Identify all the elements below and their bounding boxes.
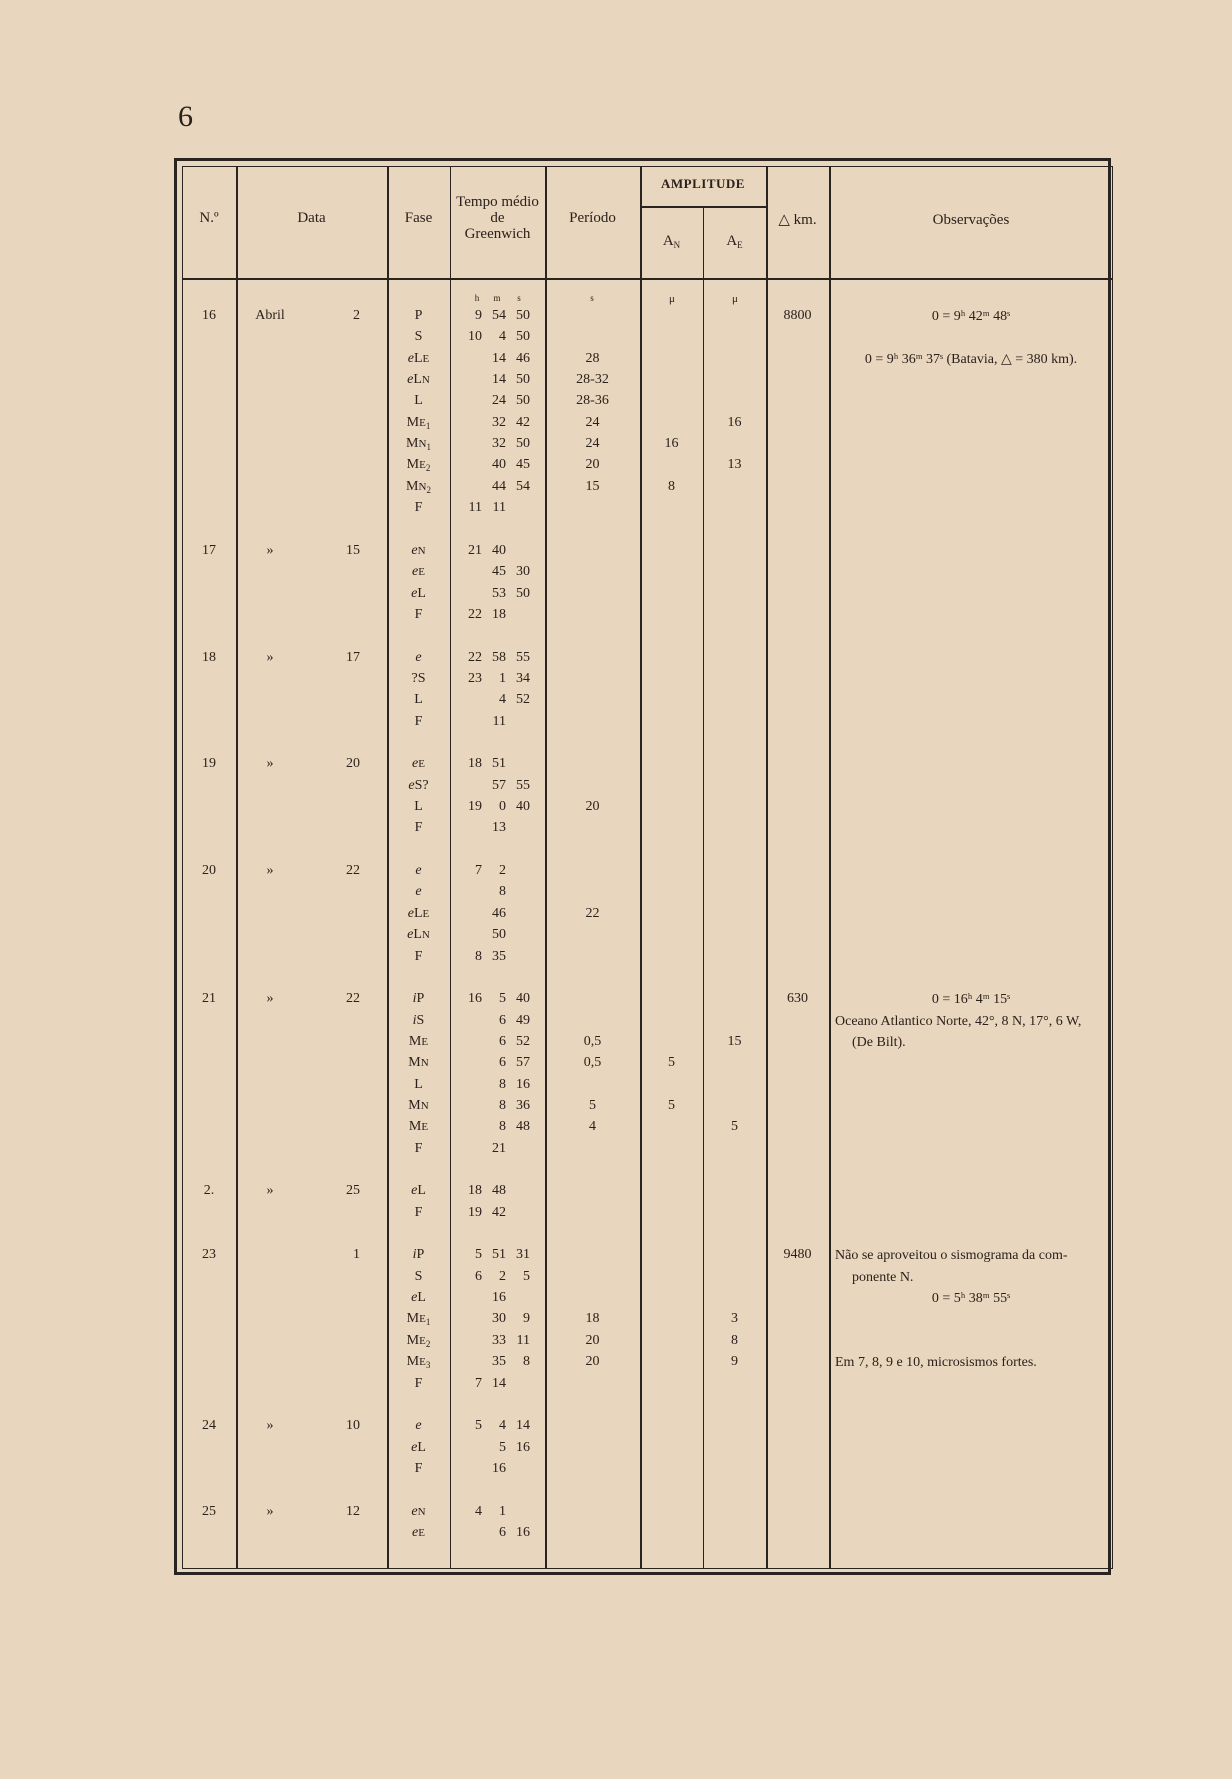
- cell-fase: eS?: [408, 777, 429, 793]
- header-tempo: [450, 194, 545, 242]
- cell-m: 2: [499, 1268, 506, 1284]
- cell-fase: eE: [412, 1524, 425, 1540]
- cell-km: 630: [787, 991, 808, 1007]
- cell-no: 20: [202, 863, 216, 879]
- cell-m: 11: [492, 713, 506, 729]
- cell-fase: eE: [412, 756, 425, 772]
- header-an: [640, 233, 703, 253]
- cell-ae: 16: [727, 414, 742, 430]
- cell-m: 57: [492, 777, 506, 793]
- cell-per: 24: [585, 436, 600, 452]
- cell-per: 28-32: [576, 372, 609, 388]
- observation-line: (De Bilt).: [852, 1034, 906, 1050]
- cell-h: 6: [475, 1268, 482, 1284]
- cell-s: 16: [516, 1524, 530, 1540]
- cell-fase: $MN_2$: [406, 478, 431, 495]
- cell-s: 50: [516, 436, 530, 452]
- cell-m: 46: [492, 905, 506, 921]
- cell-fase: eE: [412, 564, 425, 580]
- cell-day: 20: [346, 756, 360, 772]
- cell-h: 22: [468, 649, 482, 665]
- cell-per: 18: [585, 1311, 600, 1327]
- cell-fase: eL: [411, 1439, 426, 1455]
- cell-fase: $ME_3$: [406, 1354, 431, 1371]
- header-ae: [703, 233, 766, 253]
- cell-m: 11: [492, 500, 506, 516]
- cell-m: 2: [499, 863, 506, 879]
- cell-fase: P: [414, 308, 423, 323]
- cell-fase: MN: [408, 1097, 429, 1113]
- cell-m: 18: [492, 606, 506, 622]
- cell-h: 18: [468, 756, 482, 772]
- cell-month: »: [266, 756, 274, 772]
- cell-m: 48: [492, 1183, 506, 1199]
- cell-s: 31: [516, 1247, 530, 1263]
- cell-fase: iP: [412, 1247, 425, 1263]
- cell-h: 7: [475, 1375, 482, 1391]
- unit-seconds: s: [517, 293, 521, 303]
- cell-no: 18: [202, 649, 216, 665]
- cell-fase: eN: [411, 542, 426, 558]
- cell-fase: ME: [408, 1033, 429, 1049]
- cell-fase: iP: [412, 991, 425, 1007]
- header-tempo-line3: Greenwich: [464, 226, 531, 242]
- cell-fase: F: [414, 1204, 423, 1220]
- cell-ae: 3: [731, 1311, 738, 1327]
- cell-h: 22: [468, 606, 482, 622]
- cell-per: 20: [585, 1354, 600, 1370]
- cell-m: 6: [499, 1524, 506, 1540]
- cell-m: 1: [499, 1503, 506, 1519]
- cell-m: 0: [499, 799, 506, 815]
- amplitude-rule: [640, 206, 766, 208]
- unit-hours: h: [474, 293, 480, 303]
- cell-m: 8: [499, 1097, 506, 1113]
- cell-fase: F: [414, 500, 423, 516]
- cell-per: 28: [585, 350, 600, 366]
- cell-s: 9: [523, 1311, 530, 1327]
- cell-fase: e: [415, 863, 422, 879]
- col-divider-fase: [450, 166, 451, 1569]
- cell-s: 48: [516, 1119, 530, 1135]
- cell-s: 40: [516, 799, 530, 815]
- cell-s: 55: [516, 777, 530, 793]
- cell-h: 11: [468, 500, 482, 516]
- cell-h: 21: [468, 542, 482, 558]
- cell-s: 49: [516, 1012, 530, 1028]
- cell-s: 11: [516, 1332, 530, 1348]
- cell-m: 24: [492, 393, 506, 409]
- header-periodo: Período: [569, 210, 616, 226]
- cell-fase: MN: [408, 1055, 429, 1071]
- observation-line: 0 = 5ʰ 38ᵐ 55ˢ: [931, 1291, 1011, 1307]
- cell-month: Abril: [255, 308, 285, 323]
- cell-h: 10: [468, 329, 482, 345]
- cell-m: 14: [492, 372, 506, 388]
- cell-day: 22: [346, 863, 360, 879]
- cell-per: 20: [585, 799, 600, 815]
- cell-s: 14: [516, 1418, 530, 1434]
- cell-an: 8: [668, 478, 675, 494]
- cell-m: 53: [492, 585, 506, 601]
- cell-m: 14: [492, 350, 506, 366]
- cell-fase: F: [414, 713, 423, 729]
- cell-s: 50: [516, 585, 530, 601]
- cell-per: 22: [585, 905, 600, 921]
- cell-per: 24: [585, 414, 600, 430]
- cell-per: 0,5: [583, 1033, 602, 1049]
- cell-an: 16: [664, 436, 679, 452]
- cell-day: 12: [346, 1503, 360, 1519]
- observation-line: 0 = 16ʰ 4ᵐ 15ˢ: [931, 992, 1011, 1008]
- cell-s: 16: [516, 1439, 530, 1455]
- cell-m: 5: [499, 991, 506, 1007]
- cell-per: 20: [585, 457, 600, 473]
- observation-line: 0 = 9ʰ 36ᵐ 37ˢ (Batavia, △ = 380 km).: [864, 351, 1078, 367]
- cell-month: »: [266, 649, 274, 665]
- cell-m: 16: [492, 1460, 506, 1476]
- cell-fase: e: [415, 1418, 422, 1434]
- cell-h: 7: [475, 863, 482, 879]
- cell-no: 2.: [203, 1183, 215, 1199]
- header-data: Data: [297, 210, 326, 226]
- cell-ae: 9: [731, 1354, 738, 1370]
- cell-day: 1: [353, 1247, 360, 1263]
- cell-s: 50: [516, 329, 530, 345]
- cell-h: 18: [468, 1183, 482, 1199]
- cell-m: 44: [492, 478, 506, 494]
- cell-m: 1: [499, 670, 506, 686]
- cell-fase: eLE: [407, 350, 430, 366]
- cell-day: 2: [353, 308, 360, 323]
- cell-fase: $ME_1$: [406, 1311, 431, 1328]
- cell-m: 4: [499, 1418, 506, 1434]
- cell-m: 8: [499, 1076, 506, 1092]
- cell-s: 16: [516, 1076, 530, 1092]
- observation-line: 0 = 9ʰ 42ᵐ 48ˢ: [931, 309, 1011, 324]
- header-ae-letter: A: [726, 233, 738, 249]
- cell-fase: $MN_1$: [406, 436, 431, 453]
- cell-fase: F: [414, 1460, 423, 1476]
- cell-month: »: [266, 1183, 274, 1199]
- cell-fase: L: [414, 393, 423, 409]
- cell-fase: $ME_2$: [406, 1332, 431, 1349]
- cell-s: 50: [516, 393, 530, 409]
- cell-m: 35: [492, 948, 506, 964]
- cell-km: 8800: [783, 308, 812, 323]
- header-amplitude: AMPLITUDE: [661, 176, 745, 191]
- cell-h: 19: [468, 1204, 482, 1220]
- cell-m: 32: [492, 436, 506, 452]
- cell-no: 19: [202, 756, 216, 772]
- cell-fase: S: [414, 1268, 423, 1284]
- cell-fase: F: [414, 948, 423, 964]
- cell-s: 57: [516, 1055, 530, 1071]
- header-an-letter: A: [662, 233, 674, 249]
- col-divider-no: [236, 166, 238, 1569]
- page-number: 6: [178, 100, 193, 133]
- cell-per: 28-36: [576, 393, 609, 409]
- cell-m: 40: [492, 542, 506, 558]
- header-tempo-line1: Tempo médio: [456, 194, 539, 210]
- cell-m: 8: [499, 884, 506, 900]
- cell-s: 45: [516, 457, 530, 473]
- cell-per: 0,5: [583, 1055, 602, 1071]
- cell-m: 6: [499, 1033, 506, 1049]
- cell-day: 15: [346, 542, 360, 558]
- cell-m: 40: [492, 457, 506, 473]
- cell-ae: 13: [727, 457, 742, 473]
- cell-fase: $ME_2$: [406, 457, 431, 474]
- cell-per: 15: [585, 478, 600, 494]
- cell-h: 5: [475, 1418, 482, 1434]
- cell-s: 55: [516, 649, 530, 665]
- header-fase: Fase: [404, 210, 433, 226]
- cell-s: 50: [516, 372, 530, 388]
- cell-fase: eLN: [407, 927, 430, 943]
- cell-fase: e: [415, 884, 422, 900]
- cell-m: 4: [499, 692, 506, 708]
- header-no: N.º: [199, 210, 219, 226]
- observation-line: Não se aproveitou o sismograma da com-: [835, 1248, 1068, 1264]
- cell-no: 25: [202, 1503, 216, 1519]
- cell-fase: eL: [411, 1183, 426, 1199]
- cell-s: 34: [516, 670, 530, 686]
- cell-s: 30: [516, 564, 530, 580]
- cell-day: 25: [346, 1183, 360, 1199]
- header-tempo-line2: de: [490, 210, 505, 226]
- cell-m: 32: [492, 414, 506, 430]
- cell-fase: L: [414, 692, 423, 708]
- header-observacoes: Observações: [932, 212, 1010, 228]
- cell-m: 51: [492, 1247, 506, 1263]
- cell-ae: 15: [727, 1033, 742, 1049]
- cell-h: 5: [475, 1247, 482, 1263]
- cell-m: 16: [492, 1290, 506, 1306]
- cell-fase: ?S: [411, 670, 426, 686]
- cell-s: 40: [516, 991, 530, 1007]
- cell-m: 14: [492, 1375, 506, 1391]
- cell-fase: eLN: [407, 372, 430, 388]
- cell-h: 4: [475, 1503, 482, 1519]
- cell-day: 17: [346, 649, 360, 665]
- cell-m: 58: [492, 649, 506, 665]
- observation-line: Em 7, 8, 9 e 10, microsismos fortes.: [835, 1355, 1037, 1371]
- col-divider-amplitude: [766, 166, 768, 1569]
- cell-h: 16: [468, 991, 482, 1007]
- cell-s: 52: [516, 1033, 530, 1049]
- observation-line: Oceano Atlantico Norte, 42°, 8 N, 17°, 6 W,: [835, 1013, 1082, 1029]
- cell-s: 8: [523, 1354, 530, 1370]
- cell-fase: eN: [411, 1503, 426, 1519]
- col-divider-km: [829, 166, 831, 1569]
- cell-fase: $ME_1$: [406, 414, 431, 431]
- cell-m: 6: [499, 1055, 506, 1071]
- cell-m: 21: [492, 1140, 506, 1156]
- cell-fase: F: [414, 1375, 423, 1391]
- header-ae-sub: E: [737, 240, 743, 250]
- cell-per: 4: [589, 1119, 596, 1135]
- cell-per: 20: [585, 1332, 600, 1348]
- cell-an: 5: [668, 1097, 675, 1113]
- cell-h: 9: [475, 308, 482, 323]
- cell-fase: L: [414, 1076, 423, 1092]
- cell-fase: L: [414, 799, 423, 815]
- cell-fase: eLE: [407, 905, 430, 921]
- cell-month: »: [266, 1418, 274, 1434]
- cell-per: 5: [589, 1097, 596, 1113]
- cell-ae: 5: [731, 1119, 738, 1135]
- cell-s: 5: [523, 1268, 530, 1284]
- cell-fase: eL: [411, 585, 426, 601]
- unit-an-micron: μ: [669, 293, 675, 305]
- cell-m: 45: [492, 564, 506, 580]
- cell-fase: e: [415, 649, 422, 665]
- cell-m: 4: [499, 329, 506, 345]
- cell-km: 9480: [783, 1247, 812, 1263]
- cell-m: 33: [492, 1332, 506, 1348]
- cell-h: 8: [475, 948, 482, 964]
- cell-h: 19: [468, 799, 482, 815]
- cell-month: »: [266, 863, 274, 879]
- cell-no: 17: [202, 542, 216, 558]
- cell-month: »: [266, 542, 274, 558]
- cell-s: 36: [516, 1097, 530, 1113]
- header-bottom-rule: [182, 278, 1113, 280]
- cell-month: »: [266, 1503, 274, 1519]
- cell-m: 42: [492, 1204, 506, 1220]
- cell-m: 6: [499, 1012, 506, 1028]
- cell-m: 5: [499, 1439, 506, 1455]
- cell-m: 54: [492, 308, 506, 323]
- cell-m: 13: [492, 820, 506, 836]
- cell-fase: F: [414, 820, 423, 836]
- header-an-sub: N: [673, 240, 681, 250]
- cell-day: 22: [346, 991, 360, 1007]
- cell-fase: F: [414, 606, 423, 622]
- cell-month: »: [266, 991, 274, 1007]
- cell-s: 46: [516, 350, 530, 366]
- cell-s: 50: [516, 308, 530, 323]
- cell-s: 54: [516, 478, 530, 494]
- cell-no: 23: [202, 1247, 216, 1263]
- cell-no: 16: [202, 308, 216, 323]
- cell-fase: S: [414, 329, 423, 345]
- observation-line: ponente N.: [852, 1269, 914, 1285]
- cell-fase: iS: [412, 1012, 425, 1028]
- cell-fase: ME: [408, 1119, 429, 1135]
- cell-m: 51: [492, 756, 506, 772]
- cell-m: 50: [492, 927, 506, 943]
- unit-minutes: m: [493, 293, 501, 303]
- cell-s: 42: [516, 414, 530, 430]
- cell-no: 21: [202, 991, 216, 1007]
- cell-h: 23: [468, 670, 482, 686]
- cell-no: 24: [202, 1418, 216, 1434]
- cell-m: 30: [492, 1311, 506, 1327]
- unit-ae-micron: μ: [732, 293, 738, 305]
- cell-day: 10: [346, 1418, 360, 1434]
- cell-m: 35: [492, 1354, 506, 1370]
- cell-ae: 8: [731, 1332, 738, 1348]
- cell-s: 52: [516, 692, 530, 708]
- cell-fase: eL: [411, 1290, 426, 1306]
- cell-fase: F: [414, 1140, 423, 1156]
- col-divider-periodo: [640, 166, 642, 1569]
- header-km: △ km.: [778, 212, 817, 228]
- cell-an: 5: [668, 1055, 675, 1071]
- unit-period-seconds: s: [590, 293, 594, 303]
- cell-m: 8: [499, 1119, 506, 1135]
